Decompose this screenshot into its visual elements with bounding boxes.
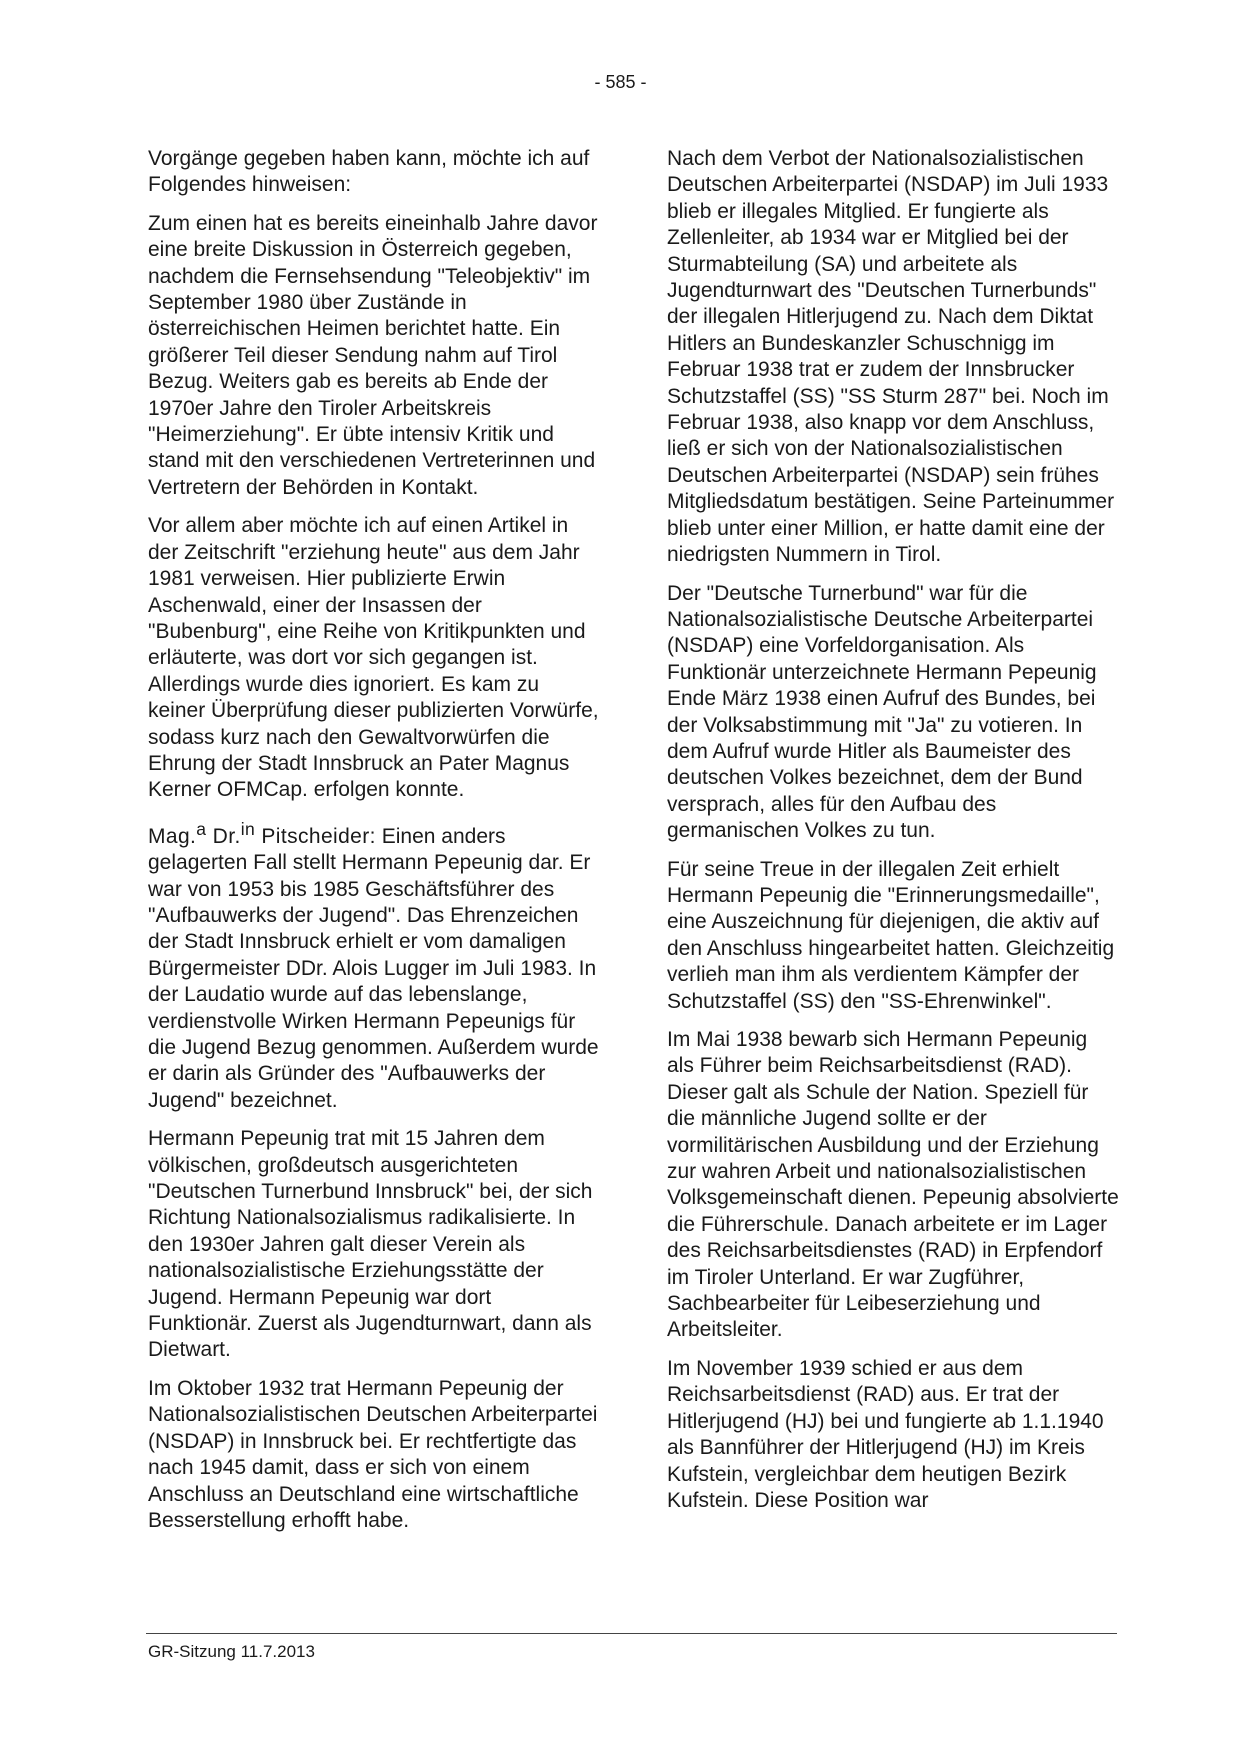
speaker-name: Pitscheider:: [255, 824, 376, 848]
paragraph: Vor allem aber möchte ich auf einen Artikel in der Zeitschrift "erziehung heute" aus dem Jahr 1981 verweisen. Hier publizierte Erwin Aschenwald, einer der Insassen der "Bubenburg", eine Reihe von Kritikpunkten und erläuterte, was dort vor sich gegangen ist. Allerdings wurde dies ignoriert. Es kam zu keiner Überprüfung dieser publizierten Vorwürfe, sodass kurz nach den Gewaltvorwürfen die Ehrung der Stadt Innsbruck an Pater Magnus Kerner OFMCap. erfolgen konnte.: [148, 514, 599, 802]
right-column: [667, 146, 1119, 1526]
speaker-label: [148, 818, 376, 848]
speaker-title-dr: Dr.: [206, 824, 241, 848]
paragraph: Nach dem Verbot der Nationalsozialistischen Deutschen Arbeiterpartei (NSDAP) im Juli 1933 blieb er illegales Mitglied. Er fungierte als Zellenleiter, ab 1934 war er Mitglied bei der Sturmabteilung (SA) und arbeitete als Jugendturnwart des "Deutschen Turnerbunds" der illegalen Hitlerjugend zu. Nach dem Diktat Hitlers an Bundeskanzler Schuschnigg im Februar 1938 trat er zudem der Innsbrucker Schutzstaffel (SS) "SS Sturm 287" bei. Noch im Februar 1938, also knapp vor dem Anschluss, ließ er sich von der Nationalsozialistischen Deutschen Arbeiterpartei (NSDAP) sein frühes Mitgliedsdatum bestätigen. Seine Parteinummer blieb unter einer Million, er hatte damit eine der niedrigsten Nummern in Tirol.: [667, 147, 1115, 567]
page-number: - 585 -: [594, 72, 647, 92]
paragraph: Für seine Treue in der illegalen Zeit erhielt Hermann Pepeunig die "Erinnerungsmedaille", eine Auszeichnung für diejenigen, die aktiv auf den Anschluss hingearbeitet hatten. Gleichzeitig verlieh man ihm als verdientem Kämpfer der Schutzstaffel (SS) den "SS-Ehrenwinkel".: [667, 857, 1115, 1013]
paragraph: Im November 1939 schied er aus dem Reichsarbeitsdienst (RAD) aus. Er trat der Hitlerjugend (HJ) bei und fungierte ab 1.1.1940 als Bannführer der Hitlerjugend (HJ) im Kreis Kufstein, vergleichbar dem heutigen Bezirk Kufstein. Diese Position war: [667, 1356, 1104, 1512]
speaker-title-mag: Mag.: [148, 824, 197, 848]
speaker-title-sup-a: a: [196, 818, 207, 839]
footer-divider: [146, 1633, 1117, 1634]
speaker-text: Einen anders gelagerten Fall stellt Hermann Pepeunig dar. Er war von 1953 bis 1985 Geschäftsführer des "Aufbauwerks der Jugend". Das Ehrenzeichen der Stadt Innsbruck erhielt er vom damaligen Bürgermeister DDr. Alois Lugger im Juli 1983. In der Laudatio wurde auf das lebenslange, verdienstvolle Wirken Hermann Pepeunigs für die Jugend Bezug genommen. Außerdem wurde er darin als Gründer des "Aufbauwerks der Jugend" bezeichnet.: [148, 824, 599, 1112]
left-column: [148, 146, 600, 1546]
paragraph: Im Mai 1938 bewarb sich Hermann Pepeunig als Führer beim Reichsarbeitsdienst (RAD). Dieser galt als Schule der Nation. Speziell für die männliche Jugend sollte er der vormilitärischen Ausbildung und der Erziehung zur wahren Arbeit und nationalsozialistischen Volksgemeinschaft dienen. Pepeunig absolvierte die Führerschule. Danach arbeitete er im Lager des Reichsarbeitsdienstes (RAD) in Erpfendorf im Tiroler Unterland. Er war Zugführer, Sachbearbeiter für Leibeserziehung und Arbeitsleiter.: [667, 1028, 1119, 1342]
speaker-paragraph: [148, 816, 600, 1114]
paragraph: Vorgänge gegeben haben kann, möchte ich auf Folgendes hinweisen:: [148, 147, 590, 197]
footer-session-date: GR-Sitzung 11.7.2013: [148, 1642, 315, 1661]
paragraph: Im Oktober 1932 trat Hermann Pepeunig der Nationalsozialistischen Deutschen Arbeiterpartei (NSDAP) in Innsbruck bei. Er rechtfertigte das nach 1945 damit, dass er sich von einem Anschluss an Deutschland eine wirtschaftliche Besserstellung erhofft habe.: [148, 1376, 598, 1532]
paragraph: Hermann Pepeunig trat mit 15 Jahren dem völkischen, großdeutsch ausgerichteten "Deutschen Turnerbund Innsbruck" bei, der sich Richtung Nationalsozialismus radikalisierte. In den 1930er Jahren galt dieser Verein als nationalsozialistische Erziehungsstätte der Jugend. Hermann Pepeunig war dort Funktionär. Zuerst als Jugendturnwart, dann als Dietwart.: [148, 1127, 593, 1362]
paragraph: Der "Deutsche Turnerbund" war für die Nationalsozialistische Deutsche Arbeiterpartei (NSDAP) eine Vorfeldorganisation. Als Funktionär unterzeichnete Hermann Pepeunig Ende März 1938 einen Aufruf des Bundes, bei der Volksabstimmung mit "Ja" zu votieren. In dem Aufruf wurde Hitler als Baumeister des deutschen Volkes bezeichnet, dem der Bund versprach, alles für den Aufbau des germanischen Volkes zu tun.: [667, 581, 1097, 843]
paragraph: Zum einen hat es bereits eineinhalb Jahre davor eine breite Diskussion in Österreich gegeben, nachdem die Fernsehsendung "Teleobjektiv" im September 1980 über Zustände in österreichischen Heimen berichtet hatte. Ein größerer Teil dieser Sendung nahm auf Tirol Bezug. Weiters gab es bereits ab Ende der 1970er Jahre den Tiroler Arbeitskreis "Heimerziehung". Er übte intensiv Kritik und stand mit den verschiedenen Vertreterinnen und Vertretern der Behörden in Kontakt.: [148, 211, 598, 499]
speaker-title-sup-in: in: [240, 818, 256, 839]
